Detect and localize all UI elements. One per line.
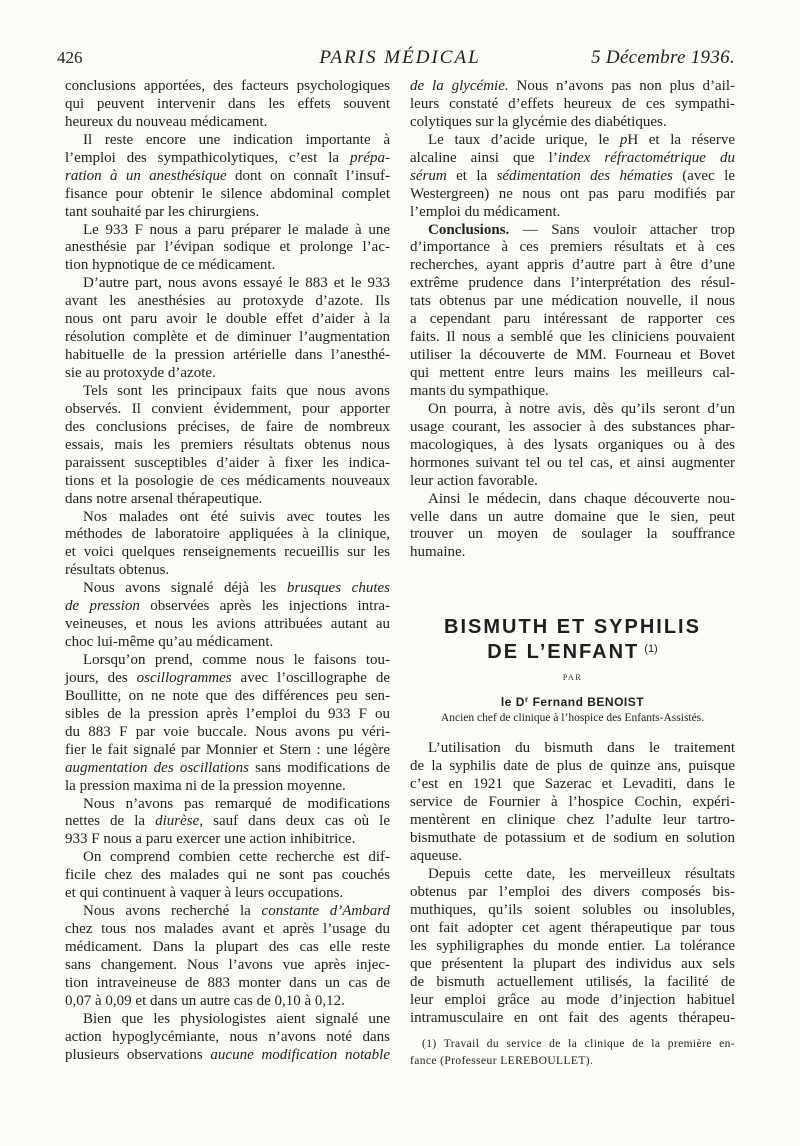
text-run: alcaline ainsi que l’ [410,149,558,166]
text-line [65,867,390,885]
text-run: sibles de la pression après l’emploi du 933 F ou [65,705,390,722]
text-run: d’importance à ces premiers résultats et à ces [410,239,735,256]
text-line [410,168,735,186]
italic-text-run: constante d’Ambard [261,903,390,920]
text-run: obtenus par l’emploi des divers composés bis- [410,884,735,900]
text-run: intramusculaire en ont fait des agents thérapeu- [410,1010,735,1026]
text-run: sie au protoxyde d’azote. [65,365,216,381]
text-run: D’autre part, nous avons essayé le 883 et le 933 [83,275,390,292]
text-run: leur emploi grâce au mode d’injection habituel [410,992,735,1008]
text-line [65,778,390,796]
text-line [65,580,390,598]
text-line [410,437,735,455]
text-line [65,688,390,706]
text-line [65,885,390,903]
text-line [410,455,735,473]
text-run: bismuthate de potassium et de sodium en solution [410,830,735,846]
text-run: mants du sympathique. [410,382,549,399]
text-run: ficile chez des malades qui ne sont pas couchés [65,867,390,884]
text-line [410,509,735,527]
text-run: dans notre arsenal thérapeutique. [65,490,263,507]
text-run: tions et la posologie de ces médicaments nouveaux [65,472,390,489]
italic-text-run: sérum [410,167,447,184]
text-run: avec l’oscillographe de [231,669,390,686]
paragraph [410,132,735,222]
text-line [410,96,735,114]
italic-text-run: de la glycémie. [410,78,509,94]
paragraph [65,580,390,652]
text-run: Boullitte, on ne note que des différences peu sen- [65,687,390,704]
text-run: médicament. Dans la plupart des cas elle reste [65,939,390,955]
text-run: la pression maxima ni de la pression moyenne. [65,777,346,794]
text-run: 0,07 à 0,09 et dans un autre cas de 0,10 à 0,12. [65,992,345,1009]
text-line [65,365,390,383]
text-line [410,150,735,168]
text-line [65,634,390,652]
text-run: recherches, ayant appris d’autre part à être d’une [410,257,735,274]
text-line [65,455,390,473]
issue-date: 5 Décembre 1936. [591,47,735,68]
text-line [410,901,735,919]
text-line [65,1047,390,1065]
text-run: 933 F nous a paru exercer une action inhibitrice. [65,831,356,848]
text-run: nous ont paru avoir le double effet d’aider à la [65,311,390,328]
paragraph [65,222,390,276]
text-line [410,78,735,96]
paragraph [65,903,390,1011]
text-line [410,365,735,383]
paragraph [65,275,390,383]
text-line [410,311,735,329]
text-run: Le 933 F nous a paru préparer le malade à une [83,221,390,238]
text-run: nettes de la [65,813,156,830]
byline-par: PAR [562,673,583,682]
paragraph [410,491,735,563]
text-line [65,401,390,419]
text-line [410,383,735,401]
text-run: heureux du nouveau médicament. [65,113,268,130]
text-run: et voici quelques renseignements recueillis sur les [65,544,390,561]
text-run: essais, mais les premiers résultats obtenus nous [65,436,390,453]
text-run: leurs constaté d’effets heureux de ces sympathi- [410,95,735,112]
text-line [65,706,390,724]
text-line [65,831,390,849]
text-run: que présentent la plupart des individus aux sels [410,956,735,972]
footnote-line: fance (Professeur LEREBOULLET). [410,1055,594,1067]
text-run: On pourra, à notre avis, dès qu’ils seront d’un [428,400,735,417]
text-run: sans changement. Nous l’avons vue après injec- [65,956,390,973]
text-line [65,329,390,347]
paragraph [65,1011,390,1065]
text-line [65,275,390,293]
text-run: Ainsi le médecin, dans chaque découverte nou- [428,490,735,507]
text-run: anesthésie par l’évipan sodique et prolonge l’ac- [65,239,390,256]
text-run: H et la réserve [627,131,735,148]
text-run: et la [446,167,497,184]
text-line [65,1011,390,1029]
text-run: l’emploi des sympathicolytiques, c’est la [65,149,350,166]
text-run: observées après les injections intra- [139,598,390,615]
text-line [410,1009,735,1027]
text-line [410,329,735,347]
text-line [65,813,390,831]
page-number: 426 [57,48,83,67]
text-line [65,526,390,544]
text-line [410,293,735,311]
text-line [410,419,735,437]
text-run: jours, des [65,669,137,686]
text-line [65,383,390,401]
text-run: chez tous nos malades avant et après l’usage du [65,921,390,938]
text-run: fisance pour obtenir le silence abdominal complet [65,185,390,202]
text-line [65,903,390,921]
paragraph [410,739,735,865]
text-line [410,865,735,883]
text-run: paraissent susceptibles d’aider à fixer les indica- [65,454,390,471]
text-run: — Sans vouloir attacher trop [509,221,735,238]
text-line [410,275,735,293]
text-line [65,293,390,311]
text-run: muthiques, qu’ils soient solubles ou insolubles, [410,902,735,918]
text-run: qui peuvent intervenir dans les effets souvent [65,95,390,112]
paragraph [410,401,735,491]
text-line [410,811,735,829]
text-run: et qui continuent à vaquer à leurs occupations. [65,885,344,902]
paragraph [65,652,390,796]
text-run: tion hypnotique de ce médicament. [65,257,276,274]
text-line [65,96,390,114]
text-run: plusieurs observations [65,1046,211,1063]
text-line [65,347,390,365]
text-line [65,742,390,760]
text-run: service de Fournier à l’hospice Cochin, expéri- [410,794,735,810]
text-run: habituelle de la pression artérielle dans l’anesthé- [65,347,390,364]
text-line [65,132,390,150]
text-run: mentèrent en clinique chez l’adulte leur tartro- [410,812,735,828]
italic-text-run: de pression [65,598,140,615]
paragraph [65,78,390,132]
text-line [410,186,735,204]
text-run: Westergreen) ne nous ont pas paru modifiés par [410,185,735,202]
text-line [410,739,735,757]
text-run: Il reste encore une indication importante à [83,131,390,148]
left-column [65,78,390,1065]
text-line [65,598,390,616]
text-run: tant souhaité par les chirurgiens. [65,203,260,220]
paragraph [65,796,390,850]
text-run: des conclusions précises, de faire de nombreux [65,418,390,435]
text-run: macologiques, à des lysats organiques ou à des [410,436,735,453]
text-line [410,544,735,562]
text-run: (avec le [672,167,735,184]
author-name: Fernand BENOIST [532,695,645,709]
paragraph [65,132,390,222]
article-heading [410,616,735,725]
text-run: ont fait adopter cet agent thérapeutique par tous [410,920,735,936]
text-line [65,473,390,491]
text-line [410,401,735,419]
text-line [65,257,390,275]
text-run: Nous n’avons pas remarqué de modifications [83,795,390,812]
text-run: On comprend combien cette recherche est dif- [83,849,390,866]
journal-title: PARIS MÉDICAL [319,47,481,68]
text-run: hormones suivant tel ou tel cas, et ainsi augmenter [410,454,735,471]
text-run: Bien que les physiologistes aient signalé une [83,1010,390,1027]
text-run: tats obtenus par une médication nouvelle, il nous [410,293,735,310]
text-line [65,724,390,742]
footnote [410,1036,735,1070]
text-run: humaine. [410,544,466,561]
text-line [65,509,390,527]
text-line [65,562,390,580]
text-line [410,973,735,991]
text-line [65,437,390,455]
text-run: extrême prudence dans l’interprétation des résul- [410,275,735,292]
text-line [65,616,390,634]
text-line [410,132,735,150]
text-line [65,114,390,132]
bold-text-run: Conclusions. [428,221,510,238]
text-line [410,919,735,937]
text-line [65,168,390,186]
author-affiliation: Ancien chef de clinique à l’hospice des Enfants-Assistés. [440,712,705,724]
text-run: tion intraveineuse de 883 monter dans un cas de [65,974,390,991]
text-run: veineuses, et nous les avions attribuées autant au [65,616,390,633]
text-line [410,239,735,257]
text-run: avant les anesthésies au protoxyde d’azote. Ils [65,293,390,310]
text-run: Lorsqu’on prend, comme nous le faisons tou- [83,652,390,668]
text-line [65,239,390,257]
text-line [65,849,390,867]
italic-text-run: aucune modification notable [210,1046,390,1063]
text-line [65,419,390,437]
article-body [410,739,735,1027]
text-run: Nous avons recherché la [83,903,262,920]
italic-text-run: brusques chutes [286,580,390,597]
text-run: leur action favorable. [410,472,538,489]
text-run: Depuis cette date, les merveilleux résultats [428,866,735,882]
text-run: Tels sont les principaux faits que nous avons [83,382,390,399]
text-line [410,775,735,793]
text-run: méthodes de laboratoire appliquées à la clinique, [65,526,390,543]
text-run: du 883 F par voie buccale. Nous avons pu véri- [65,723,390,740]
author [410,693,735,709]
text-line [65,939,390,957]
text-line [65,760,390,778]
author-prefix: le D [500,695,525,709]
text-line [65,186,390,204]
text-line [410,883,735,901]
text-line [410,526,735,544]
text-run: observés. Il convient évidemment, pour apporter [65,400,390,417]
text-run: utiliser la découverte de MM. Fourneau et Bovet [410,347,735,364]
text-line [410,991,735,1009]
text-run: choc lui-même qu’au médicament. [65,634,274,651]
text-run: résolution complète et de diminuer l’augmentation [65,329,390,346]
text-line [410,473,735,491]
text-run: fier le fait signalé par Monnier et Stern : une légère [65,741,390,758]
text-line [65,150,390,168]
text-run: faits. Il nous a semblé que les cliniciens pouvaient [410,329,735,346]
text-line [65,1029,390,1047]
italic-text-run: prépa- [350,149,390,166]
footnote-line: (1) Travail du service de la clinique de la première en- [422,1038,735,1050]
article-title-line-2 [410,638,735,663]
text-run: Nos malades ont été suivis avec toutes les [83,508,390,525]
text-line [410,847,735,865]
text-line [65,78,390,96]
paragraph [410,78,735,132]
text-run: Nous n’avons pas non plus d’ail- [508,78,735,94]
article-title-line-1: BISMUTH ET SYPHILIS [444,616,701,638]
text-run: dont on connaît l’insuf- [226,167,390,184]
author-prefix-superscript: r [524,695,529,704]
text-line [65,670,390,688]
paragraph [65,383,390,509]
text-run: de la syphilis date de plus de quinze ans, puisque [410,758,735,774]
text-run: , sauf dans deux cas où le [199,813,390,830]
text-line [65,652,390,670]
text-run: aqueuse. [410,848,463,864]
text-line [65,975,390,993]
text-run: qui mettent entre leurs mains les meilleurs cal- [410,365,735,381]
text-line [410,222,735,240]
text-line [410,829,735,847]
paragraph [410,865,735,1027]
italic-text-run: diurèse [155,813,200,830]
text-run: Le taux d’acide urique, le [428,131,620,148]
text-line [65,544,390,562]
text-run: sans modifications de [249,759,390,776]
text-run: c’est en 1921 que Sazerac et Levaditi, dans le [410,776,735,792]
italic-text-run: p [619,131,628,148]
text-line [65,222,390,240]
italic-text-run: sédimentation des hématies [496,167,673,184]
text-line [65,491,390,509]
italic-text-run: index réfractométrique du [557,149,735,166]
paragraph [410,222,735,401]
text-line [410,757,735,775]
text-run: action hypoglycémiante, nous n’avons noté dans [65,1028,390,1045]
italic-text-run: ration à un anesthésique [65,167,227,184]
text-run: l’emploi du médicament. [410,203,561,220]
italic-text-run: augmentation des oscillations [65,759,249,776]
text-line [65,957,390,975]
text-line [65,796,390,814]
text-run: les syphiligraphes du monde entier. La tolérance [410,938,735,954]
text-line [65,921,390,939]
text-line [410,491,735,509]
footnote-reference: (1) [644,643,658,655]
text-line [410,114,735,132]
text-run: L’utilisation du bismuth dans le traitement [428,740,735,756]
text-run: a cependant paru intéressant de rapporter ces [410,311,735,328]
text-run: Nous avons signalé déjà les [83,580,287,597]
text-run: velle dans un autre domaine que le sien, peut [410,508,735,525]
text-run: colytiques sur la glycémie des diabétiques. [410,113,667,130]
italic-text-run: oscillogrammes [136,669,232,686]
text-run: usage courant, les associer à des substances phar- [410,418,735,435]
text-line [65,204,390,222]
right-column [410,78,735,562]
text-line [65,993,390,1011]
text-line [410,793,735,811]
article-title-text: DE L’ENFANT [487,641,640,663]
text-run: de bismuth actuellement utilisés, la facilité de [410,974,735,990]
paragraph [65,509,390,581]
paragraph [65,849,390,903]
text-line [65,311,390,329]
text-line [410,257,735,275]
text-line [410,347,735,365]
text-run: conclusions apportées, des facteurs psychologiques [65,78,390,94]
text-line [410,937,735,955]
text-line [410,204,735,222]
text-line [410,955,735,973]
text-run: trouver un moyen de soulager la souffrance [410,526,735,543]
text-run: résultats obtenus. [65,562,170,579]
